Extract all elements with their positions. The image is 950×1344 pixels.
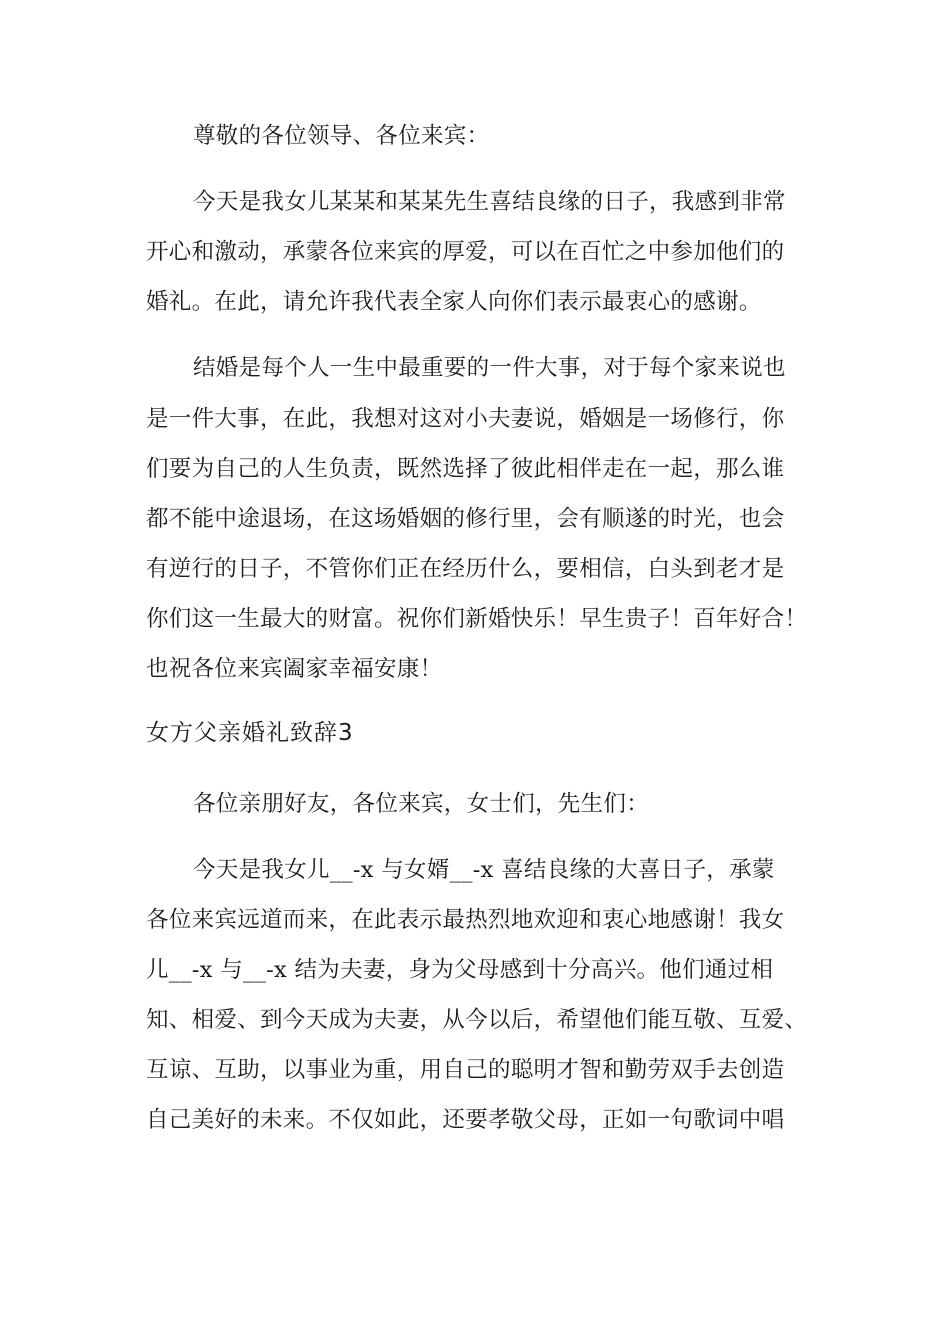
salutation-leaders: 尊敬的各位领导、各位来宾： <box>193 123 490 149</box>
paragraph-line: 也祝各位来宾阖家幸福安康！ <box>146 656 443 682</box>
paragraph-line: 自己美好的未来。不仅如此，还要孝敬父母，正如一句歌词中唱 <box>146 1107 785 1133</box>
paragraph-line: 开心和激动，承蒙各位来宾的厚爱，可以在百忙之中参加他们的 <box>146 239 785 265</box>
paragraph-line: 结婚是每个人一生中最重要的一件大事，对于每个家来说也 <box>193 355 786 381</box>
paragraph-line: 各位来宾远道而来，在此表示最热烈地欢迎和衷心地感谢！我女 <box>146 907 785 933</box>
paragraph-line: 都不能中途退场，在这场婚姻的修行里，会有顺遂的时光，也会 <box>146 506 785 532</box>
paragraph-line: 儿__-x 与__-x 结为夫妻，身为父母感到十分高兴。他们通过相 <box>146 957 774 983</box>
paragraph-line: 是一件大事，在此，我想对这对小夫妻说，婚姻是一场修行，你 <box>146 406 785 432</box>
section-heading: 女方父亲婚礼致辞3 <box>146 720 354 746</box>
paragraph-line: 今天是我女儿某某和某某先生喜结良缘的日子，我感到非常 <box>193 189 786 215</box>
paragraph-line: 婚礼。在此，请允许我代表全家人向你们表示最衷心的感谢。 <box>146 289 762 315</box>
paragraph-line: 们要为自己的人生负责，既然选择了彼此相伴走在一起，那么谁 <box>146 456 785 482</box>
paragraph-line: 今天是我女儿__-x 与女婿__-x 喜结良缘的大喜日子，承蒙 <box>193 857 775 883</box>
paragraph-line: 你们这一生最大的财富。祝你们新婚快乐！早生贵子！百年好合！ <box>146 606 808 632</box>
salutation-guests: 各位亲朋好友，各位来宾，女士们，先生们： <box>193 791 650 817</box>
paragraph-line: 互谅、互助，以事业为重，用自己的聪明才智和勤劳双手去创造 <box>146 1057 785 1083</box>
paragraph-line: 知、相爱、到今天成为夫妻，从今以后，希望他们能互敬、互爱、 <box>146 1007 808 1033</box>
paragraph-line: 有逆行的日子，不管你们正在经历什么，要相信，白头到老才是 <box>146 556 785 582</box>
